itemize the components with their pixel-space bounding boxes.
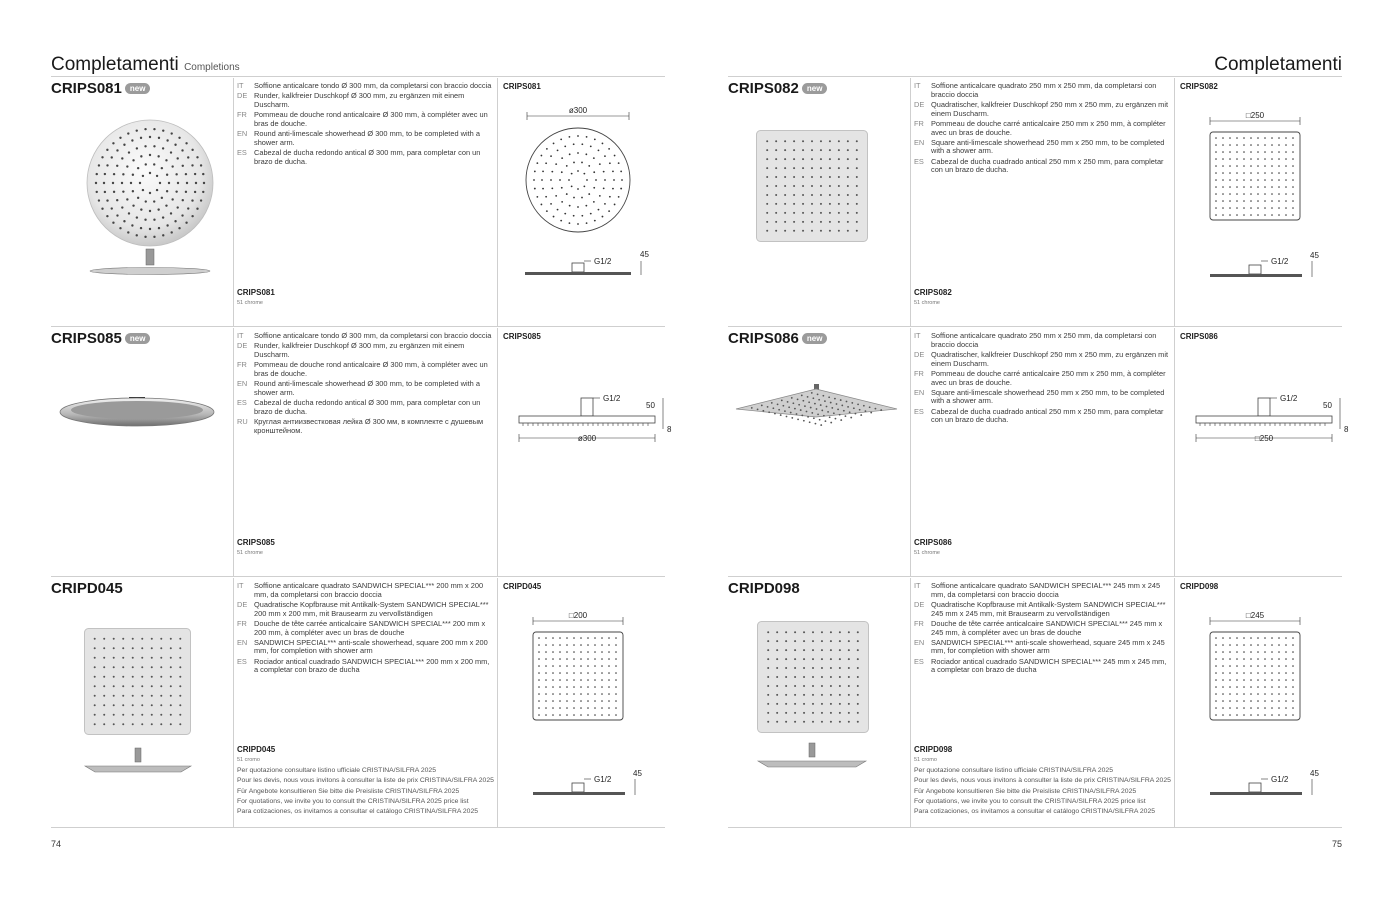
language-code: IT — [914, 581, 921, 590]
price-list-note: Per quotazione consultare listino ufficiale CRISTINA/SILFRA 2025 — [237, 767, 436, 774]
language-code: IT — [237, 81, 244, 90]
drawing-connector — [1258, 398, 1270, 416]
language-code: DE — [237, 599, 248, 609]
page-number: 74 — [51, 839, 62, 849]
drawing-side — [1210, 274, 1302, 277]
drawing-side — [1210, 792, 1302, 795]
drawing-code: CRIPS085 — [503, 332, 541, 341]
drawing-connector — [572, 783, 584, 792]
description-line — [237, 399, 495, 416]
product-code: CRIPD045 — [51, 580, 123, 597]
page-number: 75 — [1331, 839, 1342, 849]
language-code: FR — [914, 618, 924, 628]
column-divider — [910, 578, 911, 827]
description-text: Cabezal de ducha cuadrado antical 250 mm x 250 mm, para completar con un brazo de ducha. — [931, 406, 1164, 425]
language-code: FR — [914, 118, 924, 128]
column-divider — [1174, 328, 1175, 576]
description-line — [914, 82, 1172, 99]
description-line — [914, 389, 1172, 406]
description-line — [914, 158, 1172, 175]
drawing-side — [525, 272, 631, 275]
language-code: IT — [237, 581, 244, 590]
catalog-page-left — [51, 0, 672, 901]
price-list-note: For quotations, we invite you to consult the CRISTINA/SILFRA 2025 price list — [914, 797, 1146, 805]
dimension-label: G1/2 — [603, 394, 621, 403]
new-badge: new — [802, 83, 828, 94]
price-list-note: Für Angebote konsultieren Sie bitte die Preisliste CRISTINA/SILFRA 2025 — [237, 787, 460, 795]
product-row — [728, 578, 1342, 827]
drawing-side — [1196, 416, 1332, 423]
description-line — [914, 120, 1172, 137]
drawing-code: CRIPS081 — [503, 82, 541, 91]
product-photo — [756, 130, 868, 242]
description-text: Quadratische Kopfbrause mit Antikalk-System SANDWICH SPECIAL*** 245 mm x 245 mm, mit Brausearm zu vervollständigen — [931, 599, 1166, 618]
product-code: CRIPS082 new — [728, 80, 827, 97]
description-text: Soffione anticalcare tondo Ø 300 mm, da completarsi con braccio doccia — [254, 331, 492, 340]
product-row — [51, 78, 665, 326]
description-line — [237, 601, 495, 618]
description-text: Runder, kalkfreier Duschkopf Ø 300 mm, zu ergänzen mit einem Duscharm. — [254, 341, 465, 359]
new-badge: new — [802, 333, 828, 344]
drawing-code: CRIPD098 — [1180, 582, 1219, 591]
description-text: Soffione anticalcare quadrato 250 mm x 250 mm, da completarsi con braccio doccia — [931, 331, 1157, 349]
technical-drawing — [1194, 388, 1354, 468]
finish-block — [914, 538, 1172, 559]
description-line — [237, 418, 495, 435]
language-code: ES — [237, 397, 247, 407]
product-photo-side — [83, 748, 193, 778]
price-list-note: Para cotizaciones, os invitamos a consultar el catálogo CRISTINA/SILFRA 2025 — [914, 808, 1156, 816]
language-code: ES — [914, 156, 924, 166]
finish-block — [237, 745, 495, 817]
description-text: Quadratischer, kalkfreier Duschkopf 250 mm x 250 mm, zu ergänzen mit einem Duscharm. — [931, 349, 1169, 368]
product-description — [237, 82, 495, 168]
description-line — [914, 408, 1172, 425]
finish-label: 51 chrome — [914, 300, 940, 306]
new-badge: new — [125, 83, 151, 94]
product-photo — [84, 628, 191, 735]
finish-label: 51 chrome — [914, 550, 940, 556]
language-code: EN — [237, 379, 248, 389]
description-text: Pommeau de douche rond anticalcaire Ø 300 mm, à compléter avec un bras de douche. — [254, 110, 488, 128]
product-row — [728, 328, 1349, 576]
column-divider — [1174, 78, 1175, 326]
description-line — [237, 111, 495, 128]
language-code: IT — [914, 81, 921, 90]
description-text: SANDWICH SPECIAL*** anti-scale showerhead, square 245 mm x 245 mm, for completion with shower arm — [931, 637, 1165, 656]
divider — [51, 76, 665, 77]
dimension-label: G1/2 — [1271, 257, 1289, 266]
description-line — [914, 139, 1172, 156]
column-divider — [910, 78, 911, 326]
drawing-connector — [1249, 783, 1261, 792]
description-line — [237, 620, 495, 637]
product-code: CRIPS086 new — [728, 330, 827, 347]
description-text: Rociador antical cuadrado SANDWICH SPECIAL*** 245 mm x 245 mm, a completar con brazo de ducha — [931, 656, 1167, 675]
dimension-label: ø300 — [568, 106, 588, 115]
finish-code: CRIPS081 — [237, 288, 275, 297]
finish-label: 51 chrome — [237, 300, 263, 306]
arm-connector — [135, 748, 141, 762]
product-photo — [75, 118, 225, 283]
finish-block — [914, 745, 1172, 817]
description-line — [914, 639, 1172, 656]
language-code: ES — [914, 656, 924, 666]
description-text: Runder, kalkfreier Duschkopf Ø 300 mm, zu ergänzen mit einem Duscharm. — [254, 91, 465, 109]
dimension-label: 45 — [633, 769, 642, 778]
dimension-label: G1/2 — [1271, 775, 1289, 784]
price-list-note: Pour les devis, nous vous invitons à consulter la liste de prix CRISTINA/SILFRA 2025 — [914, 777, 1171, 785]
finish-code: CRIPS082 — [914, 288, 952, 297]
catalog-page-right — [728, 0, 1349, 901]
description-line — [237, 380, 495, 397]
dimension-label: ø300 — [577, 434, 597, 443]
language-code: FR — [914, 368, 924, 378]
product-description — [914, 82, 1172, 177]
description-text: Square anti-limescale showerhead 250 mm x 250 mm, to be completed with a shower arm. — [931, 387, 1165, 406]
description-text: Круглая антиизвестковая лейка Ø 300 мм, в комплекте с душевым кронштейном. — [254, 416, 484, 435]
showerhead-face — [85, 629, 191, 735]
description-text: Quadratische Kopfbrause mit Antikalk-System SANDWICH SPECIAL*** 200 mm x 200 mm, mit Brausearm zu vervollständigen — [254, 599, 489, 618]
description-line — [914, 620, 1172, 637]
description-line — [914, 332, 1172, 349]
column-divider — [497, 578, 498, 827]
description-line — [237, 361, 495, 378]
product-code: CRIPS081 new — [51, 80, 150, 97]
language-code: FR — [237, 618, 247, 628]
dimension-label: 8 — [667, 425, 672, 434]
nozzle-face — [71, 401, 203, 419]
dimension-label: 8 — [1344, 425, 1349, 434]
language-code: ES — [237, 147, 247, 157]
description-line — [914, 601, 1172, 618]
description-text: Square anti-limescale showerhead 250 mm x 250 mm, to be completed with a shower arm. — [931, 137, 1165, 156]
divider — [51, 576, 665, 577]
description-line — [237, 639, 495, 656]
product-code: CRIPD098 — [728, 580, 800, 597]
drawing-connector — [1249, 265, 1261, 274]
language-code: IT — [914, 331, 921, 340]
dimension-label: 45 — [1310, 769, 1319, 778]
column-divider — [233, 328, 234, 576]
showerhead-side — [85, 766, 191, 772]
language-code: IT — [237, 331, 244, 340]
description-text: Round anti-limescale showerhead Ø 300 mm, to be completed with a shower arm. — [254, 129, 480, 147]
price-list-note: Para cotizaciones, os invitamos a consultar el catálogo CRISTINA/SILFRA 2025 — [237, 808, 479, 816]
page-subtitle: Completions — [184, 62, 240, 73]
arm-connector — [146, 249, 154, 265]
divider — [51, 326, 665, 327]
description-text: Douche de tête carrée anticalcaire SANDWICH SPECIAL*** 245 mm x 245 mm, à compléter avec un bras de douche — [931, 618, 1163, 637]
description-text: Cabezal de ducha cuadrado antical 250 mm x 250 mm, para completar con un brazo de ducha. — [931, 156, 1164, 175]
dimension-label: 45 — [640, 250, 649, 259]
language-code: ES — [237, 656, 247, 666]
finish-code: CRIPS085 — [237, 538, 275, 547]
dimension-label: □250 — [1245, 111, 1265, 120]
drawing-connector — [572, 263, 584, 272]
divider — [51, 827, 665, 828]
dimension-label: G1/2 — [1280, 394, 1298, 403]
price-list-note: Pour les devis, nous vous invitons à consulter la liste de prix CRISTINA/SILFRA 2025 — [237, 777, 494, 785]
product-description — [237, 332, 495, 437]
product-description — [237, 582, 495, 677]
language-code: DE — [914, 99, 925, 109]
product-row — [51, 328, 672, 576]
divider — [728, 827, 1342, 828]
technical-drawing — [523, 98, 673, 303]
dimension-label: 45 — [1310, 251, 1319, 260]
description-line — [237, 342, 495, 359]
drawing-side — [533, 792, 625, 795]
column-divider — [910, 328, 911, 576]
description-line — [237, 658, 495, 675]
arm-connector — [809, 743, 815, 757]
language-code: DE — [237, 341, 248, 351]
product-photo-side — [756, 743, 868, 773]
description-line — [914, 351, 1172, 368]
language-code: RU — [237, 416, 248, 426]
showerhead-side — [90, 268, 210, 275]
finish-code: CRIPD098 — [914, 745, 953, 754]
description-line — [237, 130, 495, 147]
finish-label: 51 cromo — [914, 757, 937, 763]
page-title: Completamenti — [1214, 54, 1342, 75]
product-photo — [734, 383, 899, 423]
dimension-label: □245 — [1245, 611, 1265, 620]
description-text: SANDWICH SPECIAL*** anti-scale showerhead, square 200 mm x 200 mm, for completion with shower arm — [254, 637, 488, 656]
drawing-side — [519, 416, 655, 423]
language-code: DE — [914, 599, 925, 609]
finish-block — [237, 538, 495, 559]
showerhead-side — [758, 761, 866, 767]
showerhead-disc — [87, 120, 213, 246]
product-code: CRIPS085 new — [51, 330, 150, 347]
language-code: DE — [914, 349, 925, 359]
column-divider — [233, 578, 234, 827]
description-text: Soffione anticalcare tondo Ø 300 mm, da completarsi con braccio doccia — [254, 81, 492, 90]
drawing-code: CRIPS082 — [1180, 82, 1218, 91]
dimension-label: G1/2 — [594, 257, 612, 266]
finish-label: 51 chrome — [237, 550, 263, 556]
description-text: Soffione anticalcare quadrato SANDWICH SPECIAL*** 245 mm x 245 mm, da completarsi con braccio doccia — [931, 581, 1161, 599]
language-code: FR — [237, 360, 247, 370]
description-line — [914, 101, 1172, 118]
description-line — [237, 92, 495, 109]
dimension-label: □250 — [1254, 434, 1274, 443]
description-line — [914, 582, 1172, 599]
description-line — [237, 82, 495, 91]
language-code: EN — [237, 637, 248, 647]
language-code: EN — [914, 137, 925, 147]
dimension-label: □200 — [568, 611, 588, 620]
language-code: EN — [237, 129, 248, 139]
column-divider — [497, 328, 498, 576]
finish-code: CRIPS086 — [914, 538, 952, 547]
column-divider — [1174, 578, 1175, 827]
product-row — [728, 78, 1342, 326]
description-text: Pommeau de douche carré anticalcaire 250 mm x 250 mm, à compléter avec un bras de douche. — [931, 118, 1166, 137]
description-text: Cabezal de ducha redondo antical Ø 300 mm, para completar con un brazo de ducha. — [254, 147, 481, 166]
showerhead-face — [736, 389, 897, 417]
technical-drawing — [523, 598, 673, 808]
price-list-note: Per quotazione consultare listino ufficiale CRISTINA/SILFRA 2025 — [914, 767, 1113, 774]
finish-block — [914, 288, 1172, 309]
finish-label: 51 cromo — [237, 757, 260, 763]
description-text: Soffione anticalcare quadrato 250 mm x 250 mm, da completarsi con braccio doccia — [931, 81, 1157, 99]
product-description — [914, 332, 1172, 427]
language-code: FR — [237, 110, 247, 120]
description-line — [914, 370, 1172, 387]
language-code: EN — [914, 387, 925, 397]
product-description — [914, 582, 1172, 677]
column-divider — [233, 78, 234, 326]
description-text: Douche de tête carrée anticalcaire SANDWICH SPECIAL*** 200 mm x 200 mm, à compléter avec un bras de douche — [254, 618, 486, 637]
description-text: Cabezal de ducha redondo antical Ø 300 mm, para completar con un brazo de ducha. — [254, 397, 481, 416]
divider — [728, 326, 1342, 327]
drawing-connector — [581, 398, 593, 416]
divider — [728, 576, 1342, 577]
description-line — [237, 149, 495, 166]
finish-code: CRIPD045 — [237, 745, 276, 754]
product-row — [51, 578, 665, 827]
page-title: Completamenti Completions — [51, 54, 240, 75]
language-code: EN — [914, 637, 925, 647]
description-line — [237, 582, 495, 599]
language-code: DE — [237, 91, 248, 101]
finish-block — [237, 288, 495, 309]
drawing-code: CRIPS086 — [1180, 332, 1218, 341]
description-text: Round anti-limescale showerhead Ø 300 mm, to be completed with a shower arm. — [254, 379, 480, 397]
price-list-note: Für Angebote konsultieren Sie bitte die Preisliste CRISTINA/SILFRA 2025 — [914, 787, 1137, 795]
dimension-label: G1/2 — [594, 775, 612, 784]
technical-drawing — [1200, 98, 1350, 308]
description-line — [237, 332, 495, 341]
product-photo — [57, 388, 217, 448]
description-text: Pommeau de douche rond anticalcaire Ø 300 mm, à compléter avec un bras de douche. — [254, 360, 488, 378]
description-line — [914, 658, 1172, 675]
divider — [728, 76, 1342, 77]
description-text: Rociador antical cuadrado SANDWICH SPECIAL*** 200 mm x 200 mm, a completar con brazo de ducha — [254, 656, 490, 675]
dimension-label: 50 — [1323, 401, 1332, 410]
description-text: Quadratischer, kalkfreier Duschkopf 250 mm x 250 mm, zu ergänzen mit einem Duscharm. — [931, 99, 1169, 118]
language-code: ES — [914, 406, 924, 416]
new-badge: new — [125, 333, 151, 344]
column-divider — [497, 78, 498, 326]
technical-drawing — [517, 388, 677, 468]
description-text: Pommeau de douche carré anticalcaire 250 mm x 250 mm, à compléter avec un bras de douche. — [931, 368, 1166, 387]
drawing-code: CRIPD045 — [503, 582, 542, 591]
description-text: Soffione anticalcare quadrato SANDWICH SPECIAL*** 200 mm x 200 mm, da completarsi con braccio doccia — [254, 581, 484, 599]
price-list-note: For quotations, we invite you to consult the CRISTINA/SILFRA 2025 price list — [237, 797, 469, 805]
technical-drawing — [1200, 598, 1350, 808]
dimension-label: 50 — [646, 401, 655, 410]
product-photo — [757, 621, 869, 733]
